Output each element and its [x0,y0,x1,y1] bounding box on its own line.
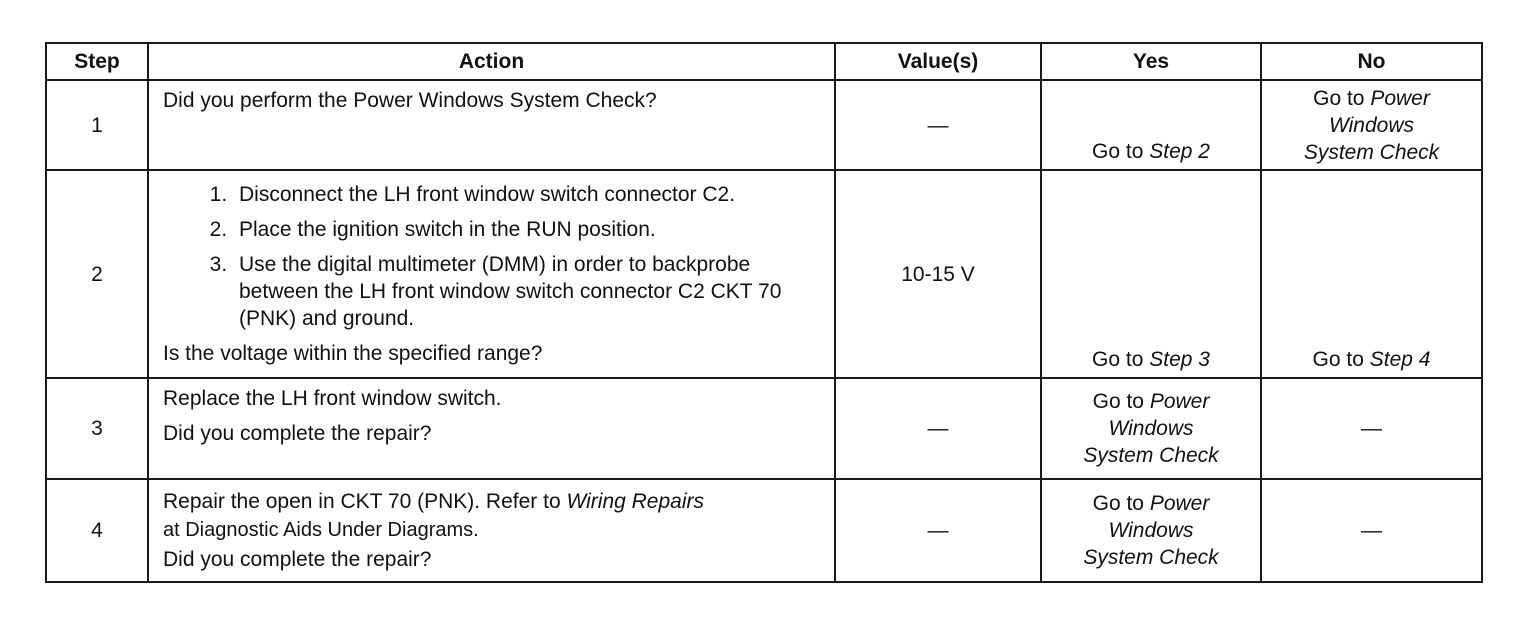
question-text: Is the voltage within the specified range? [163,342,543,366]
action-text: Did you perform the Power Windows System Check? [163,89,657,113]
yes-cell [1041,479,1261,582]
yes-cell [1041,80,1261,170]
value-cell: — [835,378,1041,478]
table-row [46,170,1482,378]
step-number: 1 [46,80,148,170]
header-row [46,43,1482,80]
header-action: Action [148,43,835,80]
procedure-item: 2. Place the ignition switch in the RUN position. [233,216,820,243]
table-row [46,378,1482,478]
step-number: 2 [46,170,148,378]
action-cell [148,479,835,582]
no-cell [1261,80,1482,170]
yes-link[interactable]: Go to Step 3 [1092,348,1210,372]
wiring-repairs-link[interactable]: Wiring Repairs [566,489,704,513]
action-cell [148,170,835,378]
table-row [46,80,1482,170]
header-yes: Yes [1041,43,1261,80]
table-row [46,479,1482,582]
question-text: Did you complete the repair? [163,547,432,571]
procedure-list [163,181,820,332]
value-cell: — [835,479,1041,582]
action-text: Replace the LH front window switch. [163,387,502,411]
value-cell: 10-15 V [835,170,1041,378]
action-text-line2: at Diagnostic Aids Under Diagrams. [163,518,479,541]
procedure-item: 1. Disconnect the LH front window switch connector C2. [233,181,820,208]
header-no: No [1261,43,1482,80]
header-values: Value(s) [835,43,1041,80]
header-step: Step [46,43,148,80]
no-link[interactable]: Go to Power Windows System Check [1303,86,1440,164]
question-text: Did you complete the repair? [163,422,432,446]
procedure-item: 3. Use the digital multimeter (DMM) in order to backprobe between the LH front window switch connector C2 CKT 70 (PNK) and ground. [233,251,820,332]
step-number: 4 [46,479,148,582]
no-cell: — [1261,479,1482,582]
step-number: 3 [46,378,148,478]
no-link[interactable]: Go to Step 4 [1312,348,1431,372]
action-cell [148,80,835,170]
action-cell [148,378,835,478]
yes-link[interactable]: Go to Power Windows System Check [1083,389,1219,467]
yes-link[interactable]: Go to Power Windows System Check [1083,491,1219,569]
yes-cell [1041,170,1261,378]
yes-link[interactable]: Go to Step 2 [1092,140,1210,164]
value-cell: — [835,80,1041,170]
no-cell [1261,170,1482,378]
yes-cell [1041,378,1261,478]
action-text: Repair the open in CKT 70 (PNK). Refer to Wiring Repairs [163,489,704,513]
no-cell: — [1261,378,1482,478]
diagnostic-table [45,42,1483,583]
